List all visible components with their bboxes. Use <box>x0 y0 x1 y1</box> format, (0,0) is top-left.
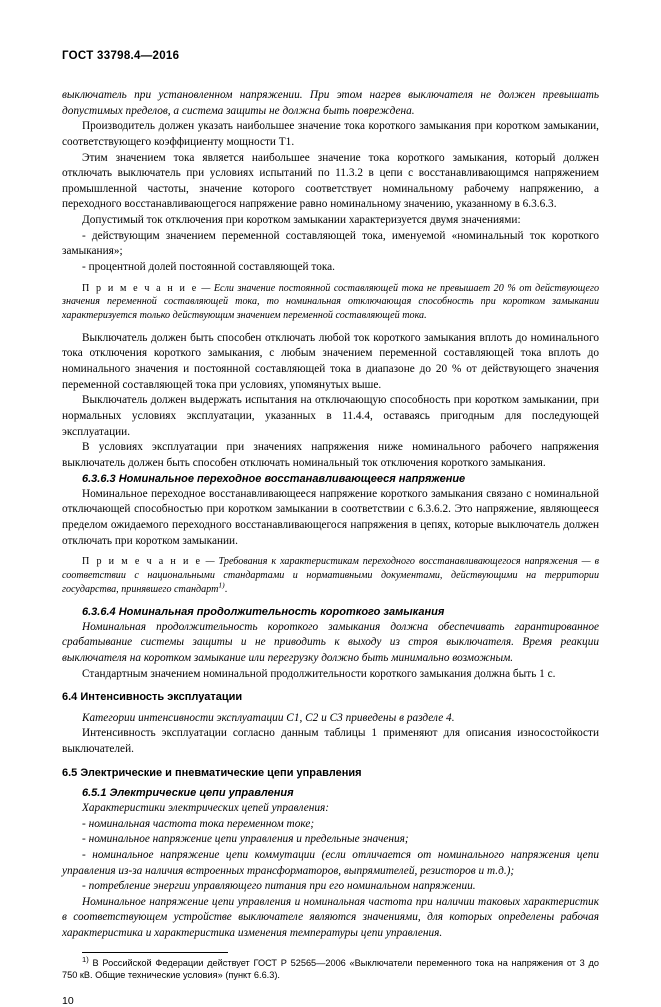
paragraph-continuation: выключатель при установленном напряжении. При этом нагрев выключателя не должен превышать допустимых пределов, а система защиты не должна быть повреждена. <box>62 89 599 117</box>
footnote-marker: 1) <box>82 954 89 964</box>
paragraph: Номинальное переходное восстанавливающееся напряжение короткого замыкания связано с номинальной отключающей способностью при коротком замыкании в соответствии с 6.3.6.2. Это напряжение, являющееся пределом ожидаемого переходного восстанавливающегося напряжения в цепях, которые выключатель должен отключать при коротком замыкании. <box>62 487 599 547</box>
list-item: - номинальное напряжение цепи коммутации (если отличается от номинального напряжения цепи управления из-за наличия встроенных трансформаторов, выпрямителей, резисторов и т.д.); <box>62 848 599 877</box>
list-item: - номинальная частота тока переменном токе; <box>82 817 315 830</box>
note-label: П р и м е ч а н и е <box>82 282 198 294</box>
paragraph: Номинальная продолжительность короткого замыкания должна обеспечивать гарантированное срабатывание системы защиты и не приводить к выходу из строя выключателя. Время реакции выключателя на коротком замыкание или перегрузку должно быть минимально возможным. <box>62 620 599 665</box>
footnote-divider <box>82 952 228 953</box>
paragraph: Номинальное напряжение цепи управления и номинальная частота при наличии таковых характеристик в соответствующем устройстве выключателе являются значениями, для которых определены рабочая характеристика и характеристика изменения температуры цепи управления. <box>62 895 599 940</box>
paragraph: Выключатель должен быть способен отключать любой ток короткого замыкания вплоть до номинального тока отключения короткого замыкания, с любым значением переменной составляющей тока вплоть до номинального значения и постоянной составляющей тока в диапазоне до 20 % от действующего значения переменной составляющей тока при условиях, упомянутых выше. <box>62 331 599 391</box>
paragraph: Характеристики электрических цепей управления: <box>82 801 330 814</box>
paragraph: Стандартным значением номинальной продолжительности короткого замыкания должна быть 1 с. <box>82 667 556 680</box>
document-body <box>62 88 599 942</box>
section-heading-6-5-1: 6.5.1 Электрические цепи управления <box>82 786 294 799</box>
note-text: — Если значение постоянной составляющей тока не превышает 20 % от действующего значения переменной составляющей тока, то номинальная отключающая способность при коротком замыкании характеризуется только действующим значением переменной составляющей тока. <box>62 282 600 322</box>
list-item: - номинальное напряжение цепи управления и предельные значения; <box>82 833 409 846</box>
paragraph: Категории интенсивности эксплуатации С1, С2 и С3 приведены в разделе 4. <box>82 711 455 724</box>
section-heading-6-5: 6.5 Электрические и пневматические цепи управления <box>62 766 362 779</box>
page-number: 10 <box>62 995 74 1007</box>
note-block <box>62 282 599 323</box>
page-header: ГОСТ 33798.4—2016 <box>62 50 180 62</box>
paragraph: Допустимый ток отключения при коротком замыкании характеризуется двумя значениями: <box>82 214 521 227</box>
note-label: П р и м е ч а н и е <box>82 556 202 568</box>
section-heading-6-3-6-3: 6.3.6.3 Номинальное переходное восстанавливающееся напряжение <box>82 472 466 485</box>
section-heading-6-3-6-4: 6.3.6.4 Номинальная продолжительность короткого замыкания <box>82 605 445 618</box>
note-block: П р и м е ч а н и е — Требования к характеристикам переходного восстанавливающегося напряжения — в соответствии с национальными стандартами и нормативными документами, действующими на территории государства, принявшего стандарт$^{1)}$. <box>62 556 599 595</box>
paragraph: Этим значением тока является наибольшее значение тока короткого замыкания, который должен отключать выключатель при условиях испытаний по 11.3.2 в цепи с восстанавливающимся напряжением промышленной частоты, значение которого соответствует номинальному рабочему напряжению, а переходного восстанавливающегося напряжение равно номинальному значению, указанному в 6.3.6.3. <box>62 151 599 211</box>
paragraph: В условиях эксплуатации при значениях напряжения ниже номинального рабочего напряжения выключатель должен быть способен отключать номинальный ток отключения короткого замыкания. <box>62 441 599 469</box>
list-item: - процентной долей постоянной составляющей тока. <box>82 261 335 274</box>
footnote <box>62 954 599 981</box>
note-text: — Требования к характеристикам переходного восстанавливающегося напряжения — в соответствии с национальными стандартами и нормативными документами, действующими на территории государства, принявшего стандарт <box>62 556 599 595</box>
footnote-ref: 1) <box>218 580 225 590</box>
section-heading-6-4: 6.4 Интенсивность эксплуатации <box>62 691 243 704</box>
paragraph: Выключатель должен выдержать испытания на отключающую способность при коротком замыкании, при нормальных условиях эксплуатации, указанных в 11.4.4, оставаясь пригодным для последующей эксплуатации. <box>62 394 599 438</box>
list-item: - действующим значением переменной составляющей тока, именуемой «номинальный ток короткого замыкания»; <box>62 229 599 258</box>
paragraph: Производитель должен указать наибольшее значение тока короткого замыкания при коротком замыкании, соответствующего коэффициенту мощности Т1. <box>62 120 599 148</box>
footnote-text: В Российской Федерации действует ГОСТ Р 52565—2006 «Выключатели переменного тока на напряжения от 3 до 750 кВ. Общие технические условия» (пункт 6.6.3). <box>62 957 599 980</box>
paragraph: Интенсивность эксплуатации согласно данным таблицы 1 применяют для описания износостойкости выключателей. <box>62 727 599 755</box>
list-item: - потребление энергии управляющего питания при его номинальном напряжении. <box>82 880 476 893</box>
